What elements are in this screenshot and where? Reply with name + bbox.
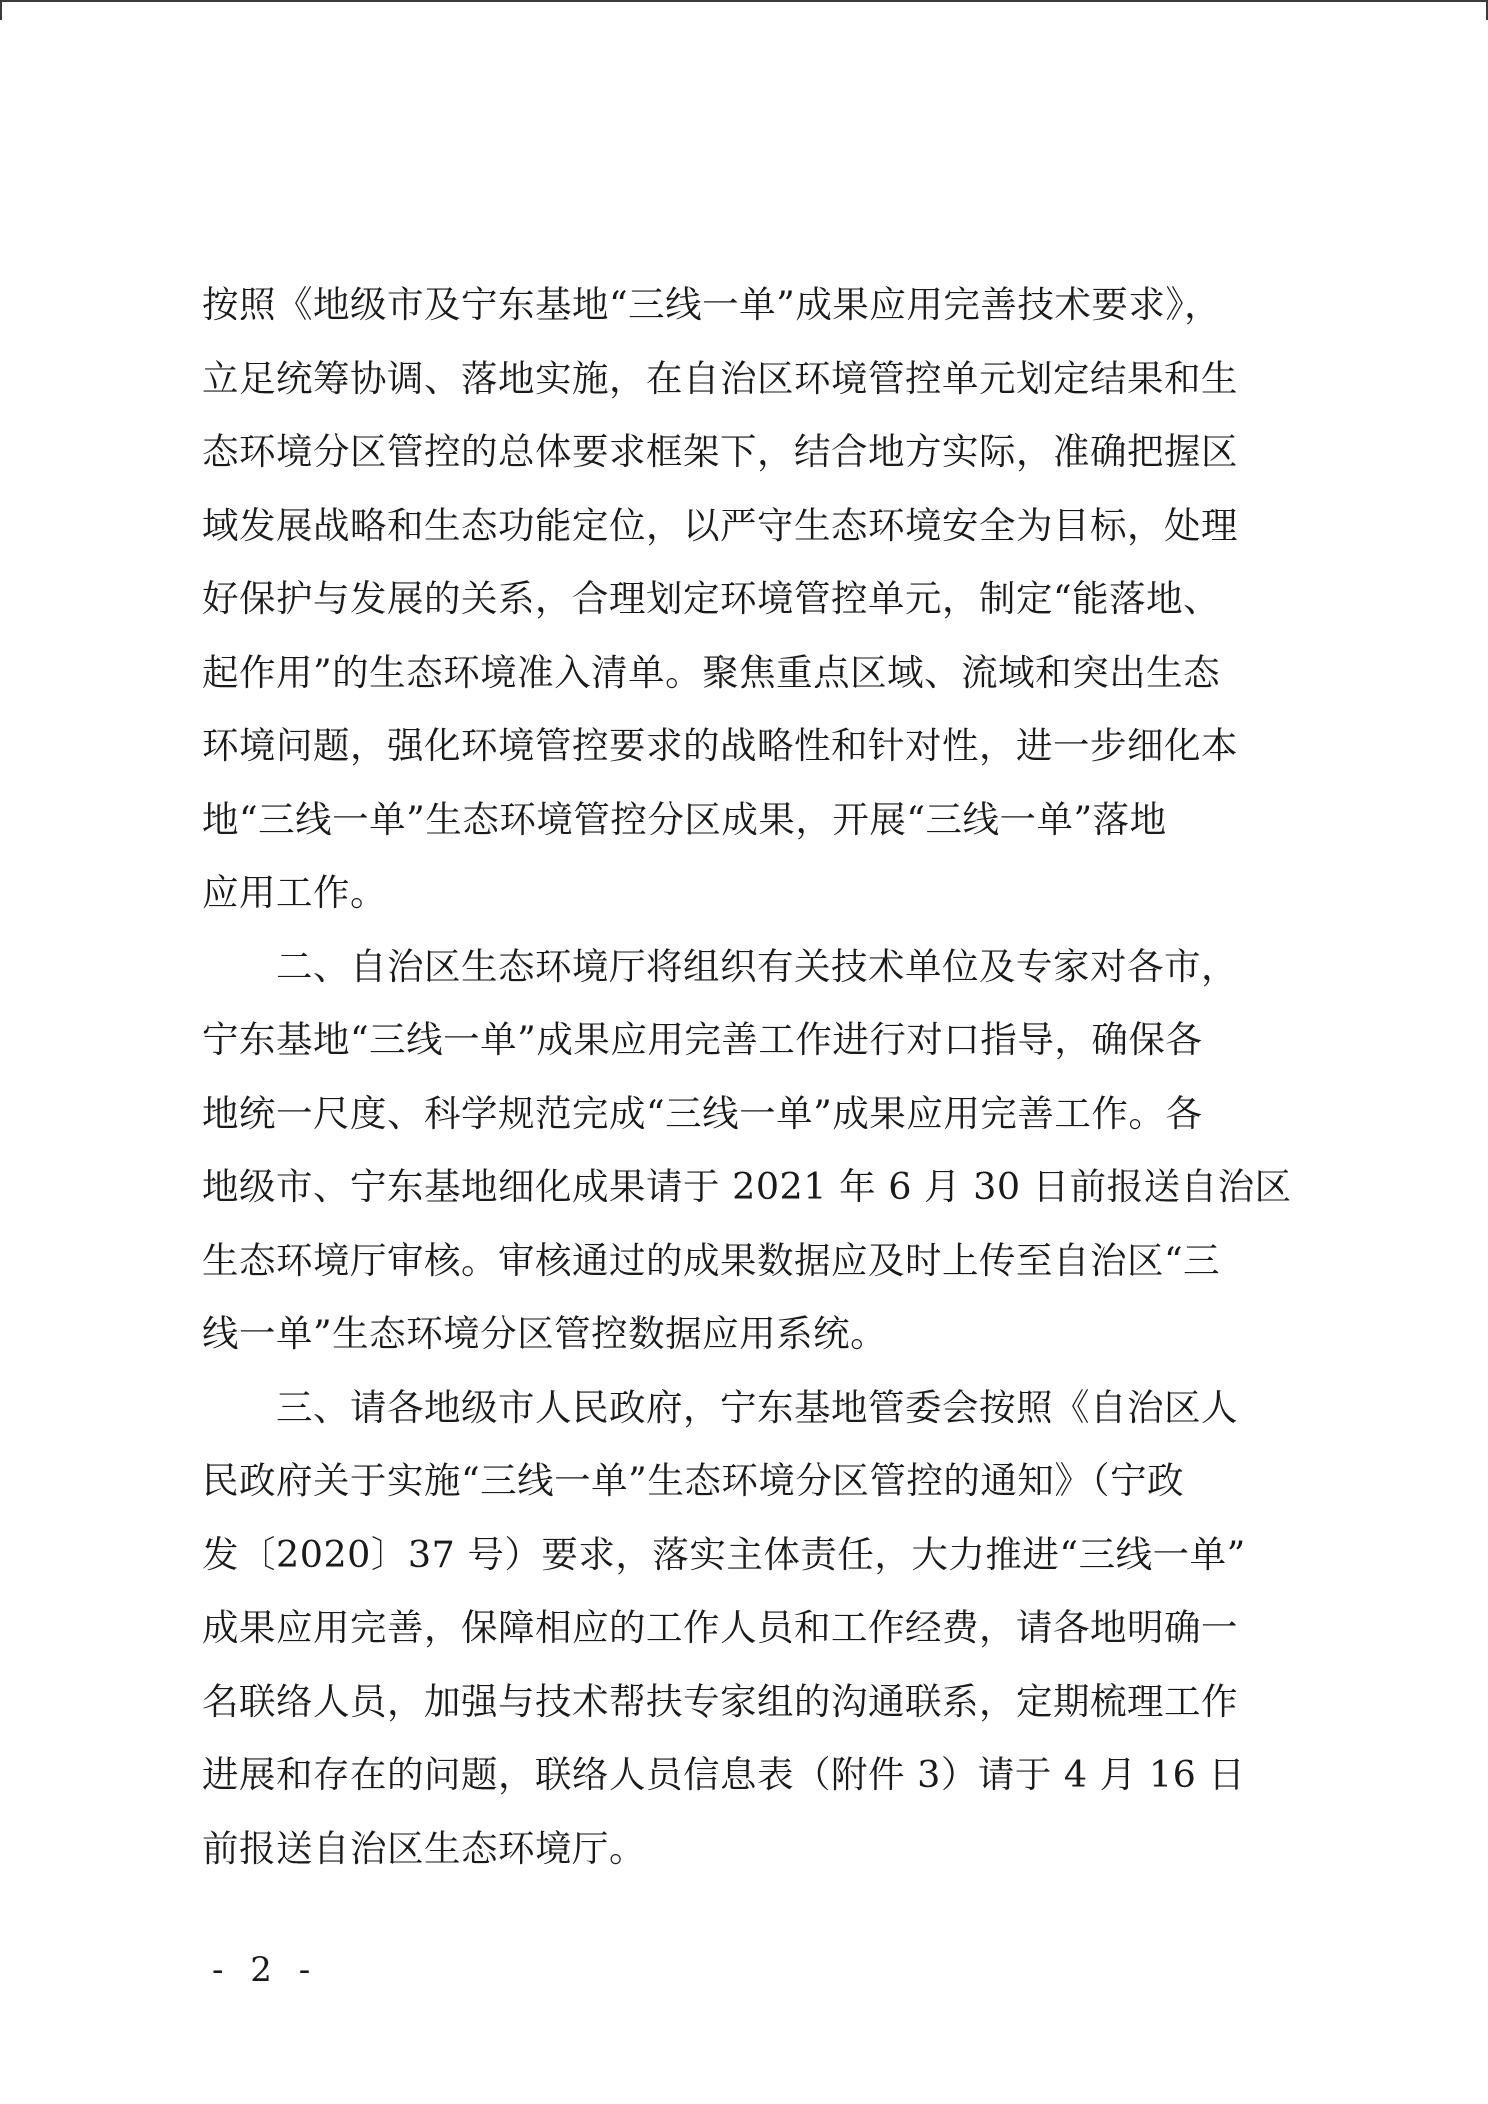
text-line: 应用工作。	[202, 871, 387, 914]
text-line: 民政府关于实施“三线一单”生态环境分区管控的通知》（宁政	[202, 1459, 1185, 1502]
document-body	[202, 268, 1302, 1885]
text-line: 地级市、宁东基地细化成果请于 2021 年 6 月 30 日前报送自治区	[202, 1165, 1292, 1208]
paragraph-1	[202, 268, 1302, 930]
scan-border-top	[0, 0, 1488, 2]
text-line: 三、请各地级市人民政府，宁东基地管委会按照《自治区人	[276, 1385, 1238, 1429]
page-number: - 2 -	[212, 1950, 319, 1990]
text-line: 域发展战略和生态功能定位，以严守生态环境安全为目标，处理	[202, 503, 1238, 547]
paragraph-2	[202, 930, 1302, 1371]
text-line: 地“三线一单”生态环境管控分区成果，开展“三线一单”落地	[202, 797, 1167, 841]
text-line: 发〔2020〕37 号）要求，落实主体责任，大力推进“三线一单”	[202, 1532, 1246, 1576]
text-line: 好保护与发展的关系，合理划定环境管控单元，制定“能落地、	[202, 577, 1221, 620]
text-line: 名联络人员，加强与技术帮扶专家组的沟通联系，定期梳理工作	[202, 1679, 1238, 1723]
text-line: 环境问题，强化环境管控要求的战略性和针对性，进一步细化本	[202, 724, 1238, 767]
text-line: 进展和存在的问题，联络人员信息表（附件 3）请于 4 月 16 日	[202, 1753, 1246, 1796]
text-line: 生态环境厅审核。审核通过的成果数据应及时上传至自治区“三	[202, 1238, 1221, 1282]
text-line: 按照《地级市及宁东基地“三线一单”成果应用完善技术要求》，	[202, 283, 1222, 326]
text-line: 前报送自治区生态环境厅。	[202, 1826, 646, 1870]
paragraph-3	[202, 1371, 1302, 1886]
text-line: 起作用”的生态环境准入清单。聚焦重点区域、流域和突出生态	[202, 650, 1221, 694]
text-line: 成果应用完善，保障相应的工作人员和工作经费，请各地明确一	[202, 1606, 1238, 1649]
text-line: 宁东基地“三线一单”成果应用完善工作进行对口指导，确保各	[202, 1018, 1203, 1061]
scan-border-left	[0, 0, 2, 20]
text-line: 线一单”生态环境分区管控数据应用系统。	[202, 1312, 888, 1355]
text-line: 立足统筹协调、落地实施，在自治区环境管控单元划定结果和生	[202, 356, 1238, 400]
text-line: 地统一尺度、科学规范完成“三线一单”成果应用完善工作。各	[202, 1091, 1203, 1135]
text-line: 二、自治区生态环境厅将组织有关技术单位及专家对各市，	[276, 944, 1238, 988]
text-line: 态环境分区管控的总体要求框架下，结合地方实际，准确把握区	[202, 430, 1238, 473]
